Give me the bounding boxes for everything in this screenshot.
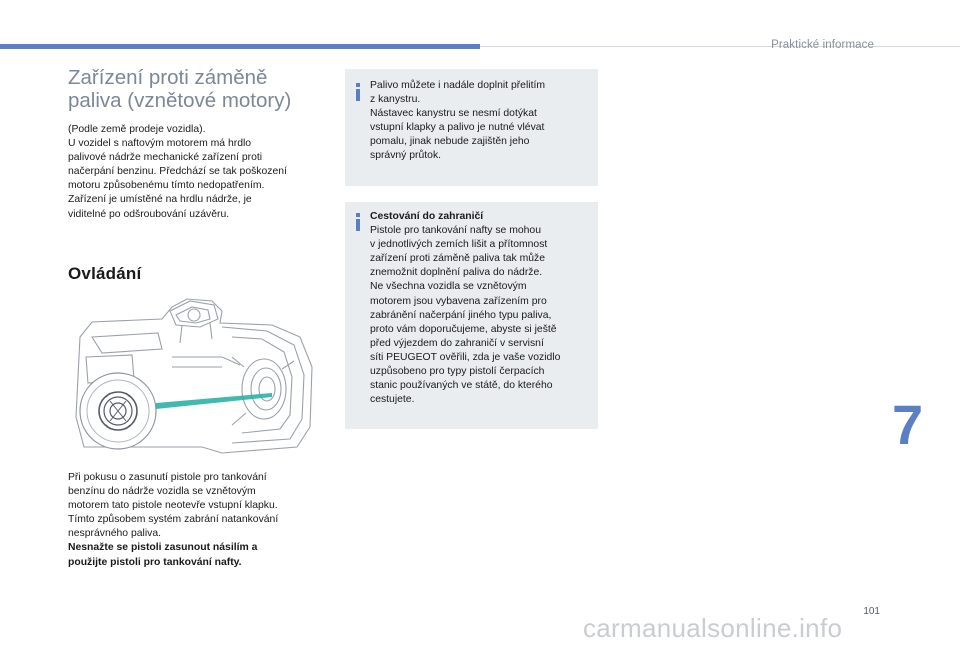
info-line: před výjezdem do zahraničí v servisní — [370, 337, 544, 349]
info-box-refill — [345, 69, 598, 186]
info-box-title: Cestování do zahraničí — [370, 211, 484, 222]
info-line: síti PEUGEOT ověřili, zda je vaše vozidlo — [370, 351, 561, 363]
info-line: cestujete. — [370, 394, 415, 406]
info-line: pomalu, jinak nebude zajištěn jeho — [370, 136, 530, 148]
intro-line: (Podle země prodeje vozidla). — [68, 124, 206, 135]
info-icon — [354, 213, 362, 231]
warning-line: Nesnažte se pistoli zasunout násilím a — [68, 542, 258, 554]
operation-paragraph — [68, 471, 330, 570]
operation-line: motorem tato pistole neotevře vstupní klapku. — [68, 500, 278, 512]
chapter-number: 7 — [892, 393, 924, 456]
intro-paragraph — [68, 123, 330, 222]
page-number: 101 — [863, 606, 880, 617]
intro-line: motoru způsobenému tímto nedopatřením. — [68, 180, 265, 192]
operation-line: Tímto způsobem systém zabrání natankování — [68, 514, 279, 526]
operation-line: Při pokusu o zasunutí pistole pro tankování — [68, 472, 267, 483]
info-box-refill-text — [370, 79, 588, 164]
operation-line: benzínu do nádrže vozidla se vznětovým — [68, 486, 256, 498]
watermark: carmanualsonline.info — [583, 613, 843, 643]
intro-line: Zařízení je umístěné na hrdlu nádrže, je — [68, 194, 252, 206]
header-accent-bar — [0, 44, 480, 49]
intro-line: U vozidel s naftovým motorem má hrdlo — [68, 138, 252, 150]
info-line: zabránění načerpání jiného typu paliva, — [370, 309, 552, 321]
info-icon — [354, 83, 362, 101]
info-line: motorem jsou vybavena zařízením pro — [370, 295, 547, 307]
page-title — [68, 66, 338, 112]
info-line: z kanystru. — [370, 94, 421, 106]
page-title-line-1: Zařízení proti záměně — [68, 66, 268, 89]
info-line: Pistole pro tankování nafty se mohou — [370, 225, 541, 237]
info-line: v jednotlivých zemích lišit a přítomnost — [370, 239, 548, 251]
intro-line: viditelné po odšroubování uzávěru. — [68, 208, 230, 220]
page-title-line-2: paliva (vznětové motory) — [68, 89, 292, 112]
info-line: Palivo můžete i nadále doplnit přelitím — [370, 80, 546, 91]
info-line: proto vám doporučujeme, abyste si ještě — [370, 323, 557, 335]
info-line: Ne všechna vozidla se vznětovým — [370, 281, 527, 293]
info-line: správný průtok. — [370, 150, 442, 162]
intro-line: palivové nádrže mechanické zařízení proti — [68, 152, 263, 164]
section-heading: Ovládání — [68, 264, 142, 283]
info-line: vstupní klapky a palivo je nutné vlévat — [370, 122, 545, 134]
info-box-travel-abroad — [345, 202, 598, 429]
warning-line: použijte pistoli pro tankování nafty. — [68, 556, 242, 568]
info-line: znemožnit doplnění paliva do nádrže. — [370, 267, 543, 279]
info-line: stanic používaných ve státě, do kterého — [370, 380, 553, 392]
info-line: uzpůsobeno pro typy pistolí čerpacích — [370, 366, 545, 378]
info-line: zařízení proti záměně paliva tak může — [370, 253, 545, 265]
header-divider — [480, 46, 960, 47]
info-line: Nástavec kanystru se nesmí dotýkat — [370, 108, 537, 120]
intro-line: načerpání benzinu. Předchází se tak poškození — [68, 166, 287, 178]
section-label: Praktické informace — [771, 39, 874, 51]
operation-line: nesprávného paliva. — [68, 528, 162, 540]
info-box-travel-text — [370, 210, 588, 407]
fuel-filler-illustration — [72, 297, 317, 455]
